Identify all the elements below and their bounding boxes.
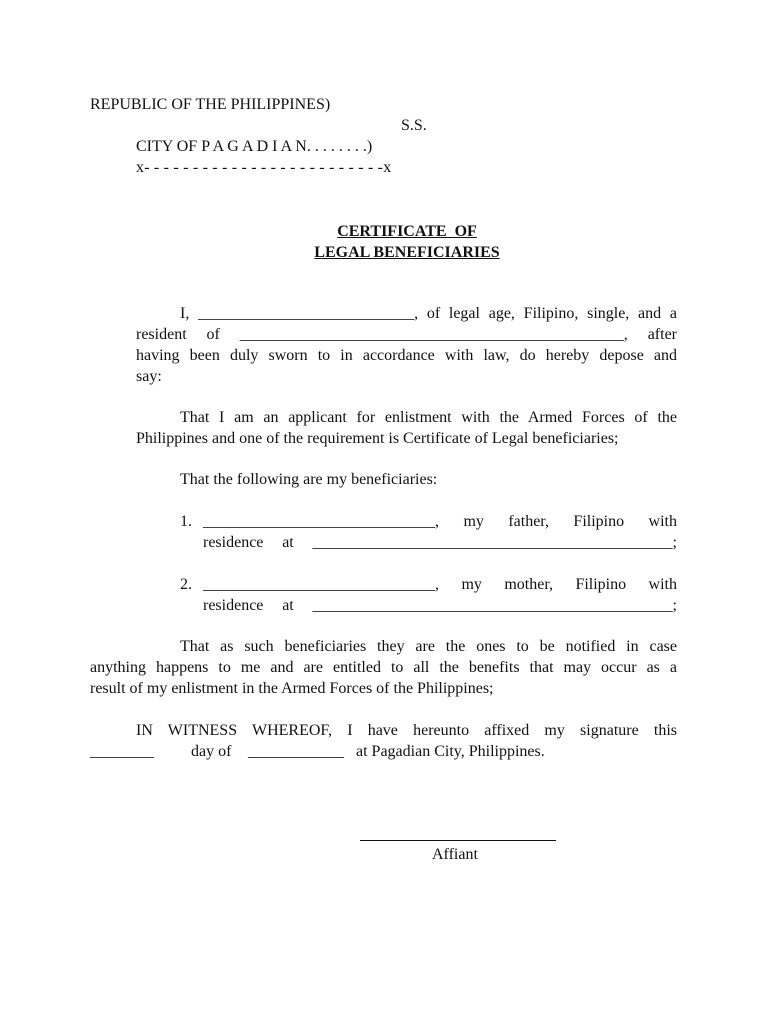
witness-day-of: day of bbox=[191, 743, 232, 760]
beneficiary-father-name-line: _____________________________, my father, Filipino with bbox=[203, 513, 677, 530]
witness-paragraph-line: IN WITNESS WHEREOF, I have hereunto affixed my signature this bbox=[136, 722, 677, 739]
affiant-paragraph-line: I, ___________________________, of legal age, Filipino, single, and a bbox=[180, 305, 677, 322]
notification-paragraph-line: That as such beneficiaries they are the ones to be notified in case bbox=[180, 638, 677, 655]
beneficiary-father-entry bbox=[203, 511, 677, 553]
applicant-paragraph-line: That I am an applicant for enlistment with the Armed Forces of the bbox=[180, 409, 677, 426]
affiant-paragraph bbox=[136, 303, 677, 387]
affiant-signature-line bbox=[360, 840, 556, 841]
beneficiary-mother-name-line: _____________________________, my mother, Filipino with bbox=[203, 576, 677, 593]
notification-paragraph bbox=[90, 636, 677, 699]
document-title-line1: CERTIFICATE OF bbox=[337, 223, 477, 240]
affiant-paragraph-line: resident of ________________________________________________, after bbox=[136, 326, 677, 343]
beneficiary-mother-entry bbox=[203, 574, 677, 616]
applicant-paragraph-line: Philippines and one of the requirement is Certificate of Legal beneficiaries; bbox=[136, 430, 619, 447]
beneficiary-father-residence-line: residence at _____________________________________________; bbox=[203, 534, 677, 551]
republic-caption: REPUBLIC OF THE PHILIPPINES) bbox=[90, 96, 331, 113]
beneficiary-number: 2. bbox=[180, 576, 192, 593]
caption-separator: x- - - - - - - - - - - - - - - - - - - - - - - - -x bbox=[136, 159, 392, 176]
document-title-line2: LEGAL BENEFICIARIES bbox=[314, 244, 500, 261]
beneficiary-mother-residence-line: residence at _____________________________________________; bbox=[203, 597, 677, 614]
beneficiary-number: 1. bbox=[180, 513, 192, 530]
city-caption: CITY OF P A G A D I A N. . . . . . . .) bbox=[136, 138, 373, 155]
witness-month-blank: ____________ bbox=[248, 743, 344, 760]
applicant-paragraph bbox=[136, 407, 677, 449]
affiant-paragraph-line: having been duly sworn to in accordance with law, do hereby depose and bbox=[136, 347, 677, 364]
ss-caption: S.S. bbox=[401, 117, 427, 134]
beneficiaries-intro: That the following are my beneficiaries: bbox=[180, 471, 438, 488]
notification-paragraph-line: result of my enlistment in the Armed Forces of the Philippines; bbox=[90, 680, 494, 697]
witness-day-blank: ________ bbox=[90, 743, 154, 760]
witness-paragraph bbox=[90, 720, 677, 741]
affiant-paragraph-line: say: bbox=[136, 368, 162, 385]
notification-paragraph-line: anything happens to me and are entitled to all the benefits that may occur as a bbox=[90, 659, 677, 676]
affiant-label: Affiant bbox=[432, 846, 478, 863]
witness-place: at Pagadian City, Philippines. bbox=[356, 743, 545, 760]
